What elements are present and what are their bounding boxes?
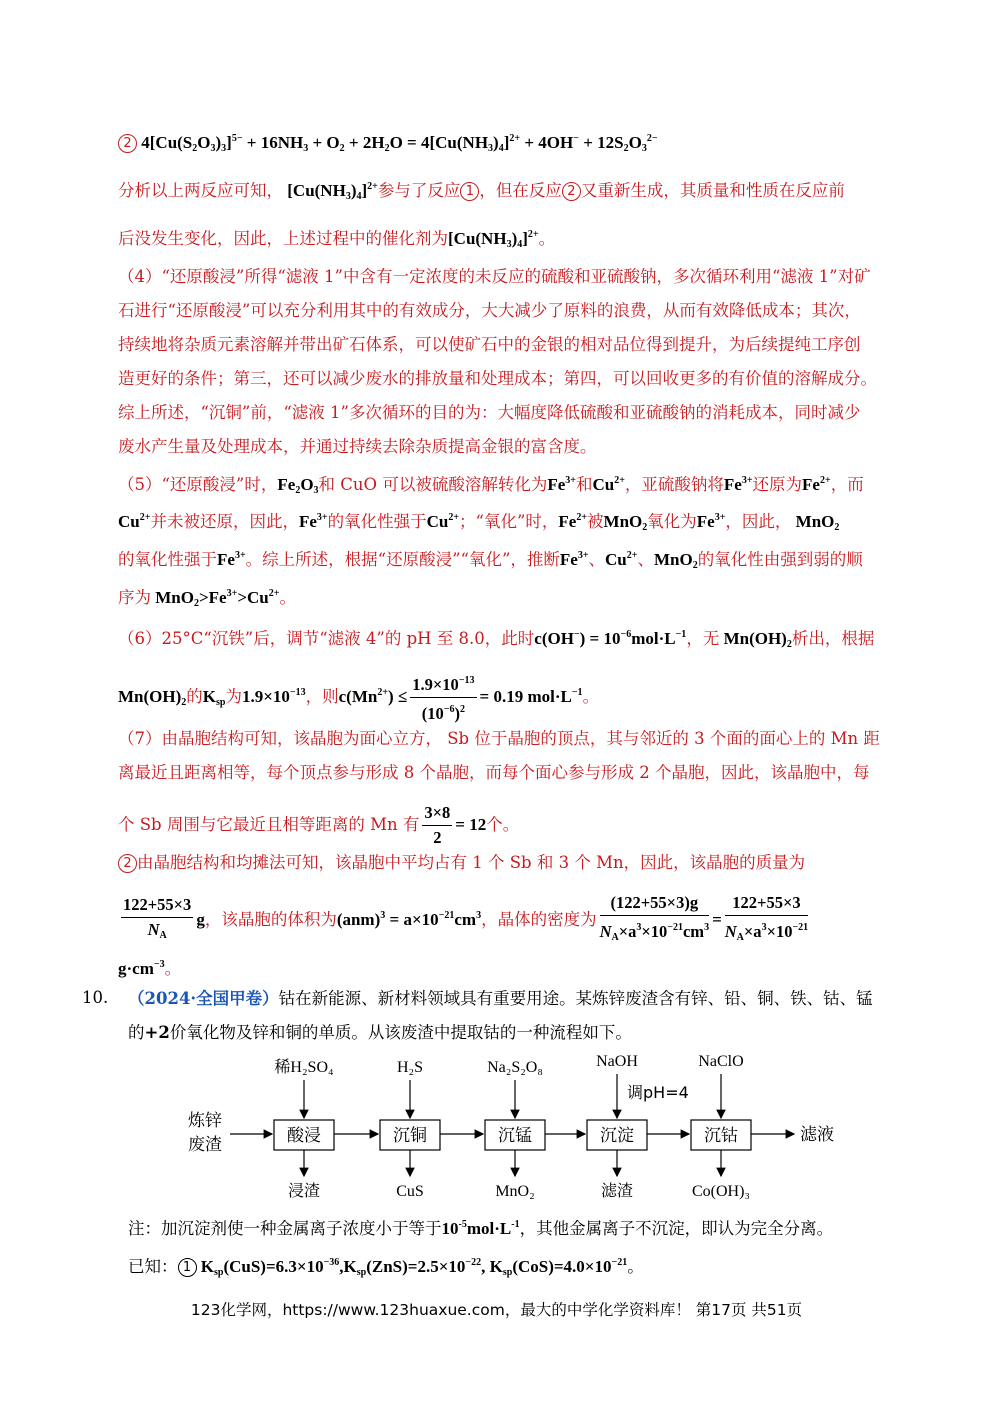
product-1: 浸渣 xyxy=(287,1181,321,1200)
reagent-3: Na₂S₂O₈ xyxy=(487,1059,543,1076)
p4-line-2: 石进行“还原酸浸”可以充分利用其中的有效成分，大大减少了原料的浪费，从而有效降低成本；其次， xyxy=(118,301,861,320)
flow-start-line-2: 废渣 xyxy=(188,1135,222,1155)
reagent-5: NaClO xyxy=(698,1053,744,1070)
flow-start-line-1: 炼锌 xyxy=(188,1111,222,1131)
reagent-4: NaOH xyxy=(596,1053,638,1070)
process-flow-diagram xyxy=(180,1050,860,1210)
p7-line-2: 离最近且距离相等，每个顶点参与形成 8 个晶胞，而每个面心参与形成 2 个晶胞，因此，该晶胞中，每 xyxy=(118,763,870,782)
p7-line-3: 个 Sb 周围与它最近且相等距离的 Mn 有 $\frac{3\times 8}{2}$ = 12个。 xyxy=(118,803,520,847)
p5-line-2: $Cu^{2+}$并未被还原，因此，$Fe^{3+}$的氧化性强于$Cu^{2+}$；“氧化”时，$Fe^{2+}$被MnO$_2$氧化为$Fe^{3+}$，因此， MnO$_2$ xyxy=(118,512,840,533)
p7-line-1: （7）由晶胞结构可知，该晶胞为面心立方， Sb 位于晶胞的顶点，其与邻近的 3 个面的面心上的 Mn 距 xyxy=(118,729,880,748)
p6-line-2: $Mn(OH)_2$的$K_{sp}$为$1.9\times 10^{-13}$，则$c(Mn^{2+})$ ≤ $\frac{1.9\times 10^{-13}}{(10^{-6})^2}$ = 0.19 $mol\cdot L^{-1}$。 xyxy=(118,670,908,725)
analysis-line-1: 分析以上两反应可知， $[Cu(NH_3)_4]^{2+}$参与了反应 1 ，但在反应 2 又重新生成，其质量和性质在反应前 xyxy=(118,181,845,202)
known-line: 已知： 1 $K_{sp}(CuS)=6.3\times 10^{-36},K_{sp}(ZnS)=2.5\times 10^{-22}$, $K_{sp}(CoS)=4.0\times 10^{-21}$。 xyxy=(128,1257,644,1278)
product-3: MnO₂ xyxy=(495,1183,535,1200)
p5-line-1: （5）“还原酸浸”时，$Fe_2O_3$和 CuO 可以被硫酸溶解转化为$Fe^{3+}$和$Cu^{2+}$，亚硫酸钠将$Fe^{3+}$还原为$Fe^{2+}$，而 xyxy=(118,475,864,496)
question-source: （2024·全国甲卷） xyxy=(128,989,279,1008)
equation-2: 2 $4[Cu(S_2O_3)_3]^{5-} + 16NH_3 + O_2 + 2H_2O = 4[Cu(NH_3)_4]^{2+} + 4OH^- + 12S_2O_3^{2-}$ xyxy=(118,128,908,160)
p8-line-2: $\frac{122+55\times 3}{N_A}$ g，该晶胞的体积为$(anm)^3 = a\times 10^{-21}cm^3$，晶体的密度为 $\frac{(122+55\times 3)g}{N_A\times a^3\times 10^{-21}cm^3}$ = $\frac{122+55\times 3}{N_A\times a^3\times 10^{-21}}$ xyxy=(123,893,809,943)
ph-note: 调pH=4 xyxy=(627,1083,689,1102)
p4-line-1: （4）“还原酸浸”所得“滤液 1”中含有一定浓度的未反应的硫酸和亚硫酸钠，多次循环利用“滤液 1”对矿 xyxy=(118,267,871,286)
p5-line-4: 序为 $MnO_2>Fe^{3+}>Cu^{2+}$。 xyxy=(118,588,296,609)
product-5: Co(OH)₃ xyxy=(691,1183,751,1200)
product-4: 滤渣 xyxy=(600,1181,634,1200)
p4-line-3: 持续地将杂质元素溶解并带出矿石体系，可以使矿石中的金银的相对品位得到提升，为后续提纯工序创 xyxy=(118,335,861,354)
svg-text:沉淀: 沉淀 xyxy=(600,1126,634,1146)
p5-line-3: 的氧化性强于$Fe^{3+}$。综上所述，根据“还原酸浸”“氧化”，推断$Fe^{3+}$、$Cu^{2+}$、MnO$_2$的氧化性由强到弱的顺 xyxy=(118,550,863,571)
svg-text:沉锰: 沉锰 xyxy=(498,1126,532,1146)
svg-text:沉铜: 沉铜 xyxy=(393,1126,427,1146)
flow-step-acid-leach xyxy=(274,1120,334,1150)
p4-line-6: 废水产生量及处理成本，并通过持续去除杂质提高金银的富含度。 xyxy=(118,437,597,456)
flow-end: 滤液 xyxy=(800,1125,834,1145)
analysis-line-2: 后没发生变化，因此，上述过程中的催化剂为$[Cu(NH_3)_4]^{2+}$。 xyxy=(118,229,556,250)
page-footer: 123化学网，https://www.123huaxue.com，最大的中学化学资料库！ 第17页 共51页 xyxy=(190,1301,803,1319)
flow-step-precipitation xyxy=(587,1120,647,1150)
p8-line-1: 2 由晶胞结构和均摊法可知，该晶胞中平均占有 1 个 Sb 和 3 个 Mn，因此，该晶胞的质量为 xyxy=(118,852,908,874)
reagent-1: 稀H₂SO₄ xyxy=(274,1059,334,1076)
svg-text:酸浸: 酸浸 xyxy=(287,1126,321,1146)
flow-step-copper-precip xyxy=(380,1120,440,1150)
question-line-1: （2024·全国甲卷）钴在新能源、新材料领域具有重要用途。某炼锌废渣含有锌、铅、铜、铁、钴、锰 xyxy=(128,989,873,1008)
question-number: 10. xyxy=(82,988,109,1007)
flow-step-manganese-precip xyxy=(485,1120,545,1150)
product-2: CuS xyxy=(396,1183,424,1200)
svg-text:沉钴: 沉钴 xyxy=(704,1126,738,1146)
p8-line-3: $g\cdot cm^{-3}$。 xyxy=(118,959,182,978)
p4-line-5: 综上所述，“沉铜”前，“滤液 1”多次循环的目的为：大幅度降低硫酸和亚硫酸钠的消耗成本，同时减少 xyxy=(118,403,861,422)
flow-step-cobalt-precip xyxy=(691,1120,751,1150)
reagent-2: H₂S xyxy=(396,1059,424,1076)
p4-line-4: 造更好的条件；第三，还可以减少废水的排放量和处理成本；第四，可以回收更多的有价值的溶解成分。 xyxy=(118,369,877,388)
p6-line-1: （6）25°C“沉铁”后，调节“滤液 4”的 pH 至 8.0，此时$c(OH^-) = 10^{-6}mol\cdot L^{-1}$，无 $Mn(OH)_2$析出，根据 xyxy=(118,629,875,650)
note-line: 注：加沉淀剂使一种金属离子浓度小于等于$10^{-5}mol\cdot L^{-1}$，其他金属离子不沉淀，即认为完全分离。 xyxy=(128,1219,834,1238)
question-line-2: 的+2价氧化物及锌和铜的单质。从该废渣中提取钴的一种流程如下。 xyxy=(128,1023,632,1042)
